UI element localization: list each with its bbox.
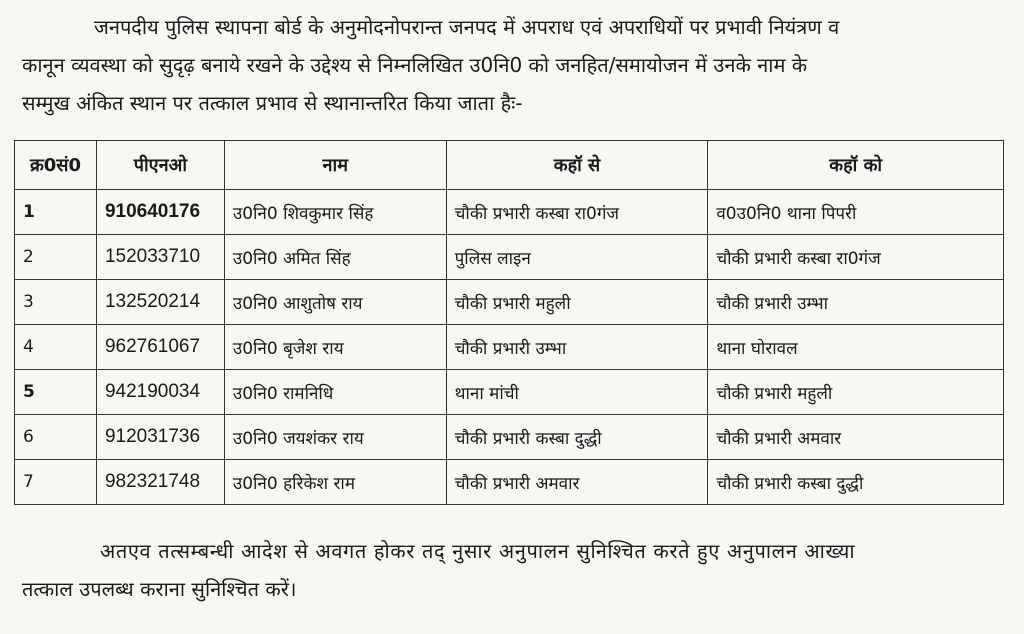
name-cell: उ0नि0 जयशंकर राय [224,415,446,460]
to-cell: थाना घोरावल [708,325,1004,370]
to-cell: व0उ0नि0 थाना पिपरी [708,190,1004,235]
serial-cell: 7 [15,460,97,505]
table-row [15,235,1004,280]
name-cell: उ0नि0 हरिकेश राम [224,460,446,505]
pno-cell: 910640176 [96,190,224,235]
name-cell: उ0नि0 अमित सिंह [224,235,446,280]
name-cell: उ0नि0 रामनिधि [224,370,446,415]
pno-cell: 132520214 [96,280,224,325]
intro-paragraph [22,8,1007,122]
pno-cell: 912031736 [96,415,224,460]
table-header-row [15,141,1004,190]
closing-paragraph [22,532,1007,608]
serial-cell: 5 [15,370,97,415]
transfer-table [14,140,1004,505]
serial-cell: 6 [15,415,97,460]
table-row [15,190,1004,235]
from-cell: थाना मांची [446,370,708,415]
pno-cell: 152033710 [96,235,224,280]
to-cell: चौकी प्रभारी अमवार [708,415,1004,460]
to-cell: चौकी प्रभारी कस्बा दुद्धी [708,460,1004,505]
from-cell: चौकी प्रभारी कस्बा दुद्धी [446,415,708,460]
serial-cell: 3 [15,280,97,325]
to-cell: चौकी प्रभारी कस्बा रा0गंज [708,235,1004,280]
closing-line-1: अतएव तत्सम्बन्धी आदेश से अवगत होकर तद् नुसार अनुपालन सुनिश्चित करते हुए अनुपालन आख्या [100,539,856,563]
header-to: कहॉ को [708,141,1004,190]
header-name: नाम [224,141,446,190]
from-cell: चौकी प्रभारी कस्बा रा0गंज [446,190,708,235]
header-pno: पीएनओ [96,141,224,190]
from-cell: चौकी प्रभारी उम्भा [446,325,708,370]
header-from: कहॉ से [446,141,708,190]
table-row [15,280,1004,325]
name-cell: उ0नि0 बृजेश राय [224,325,446,370]
serial-cell: 4 [15,325,97,370]
pno-cell: 962761067 [96,325,224,370]
intro-line-2: कानून व्यवस्था को सुदृढ़ बनाये रखने के उद्देश्य से निम्नलिखित उ0नि0 को जनहित/समायोजन में उनके नाम के [22,53,808,77]
from-cell: चौकी प्रभारी महुली [446,280,708,325]
pno-cell: 942190034 [96,370,224,415]
intro-line-1: जनपदीय पुलिस स्थापना बोर्ड के अनुमोदनोपरान्त जनपद में अपराध एवं अपराधियों पर प्रभावी नियंत्रण व [94,15,840,39]
to-cell: चौकी प्रभारी उम्भा [708,280,1004,325]
intro-line-3: सम्मुख अंकित स्थान पर तत्काल प्रभाव से स्थानान्तरित किया जाता हैः- [22,91,523,115]
serial-cell: 1 [15,190,97,235]
header-serial: क्र0सं0 [15,141,97,190]
from-cell: पुलिस लाइन [446,235,708,280]
table-row [15,460,1004,505]
serial-cell: 2 [15,235,97,280]
table-row [15,370,1004,415]
to-cell: चौकी प्रभारी महुली [708,370,1004,415]
pno-cell: 982321748 [96,460,224,505]
table-row [15,325,1004,370]
closing-line-2: तत्काल उपलब्ध कराना सुनिश्चित करें। [22,577,297,601]
from-cell: चौकी प्रभारी अमवार [446,460,708,505]
name-cell: उ0नि0 शिवकुमार सिंह [224,190,446,235]
name-cell: उ0नि0 आशुतोष राय [224,280,446,325]
table-row [15,415,1004,460]
